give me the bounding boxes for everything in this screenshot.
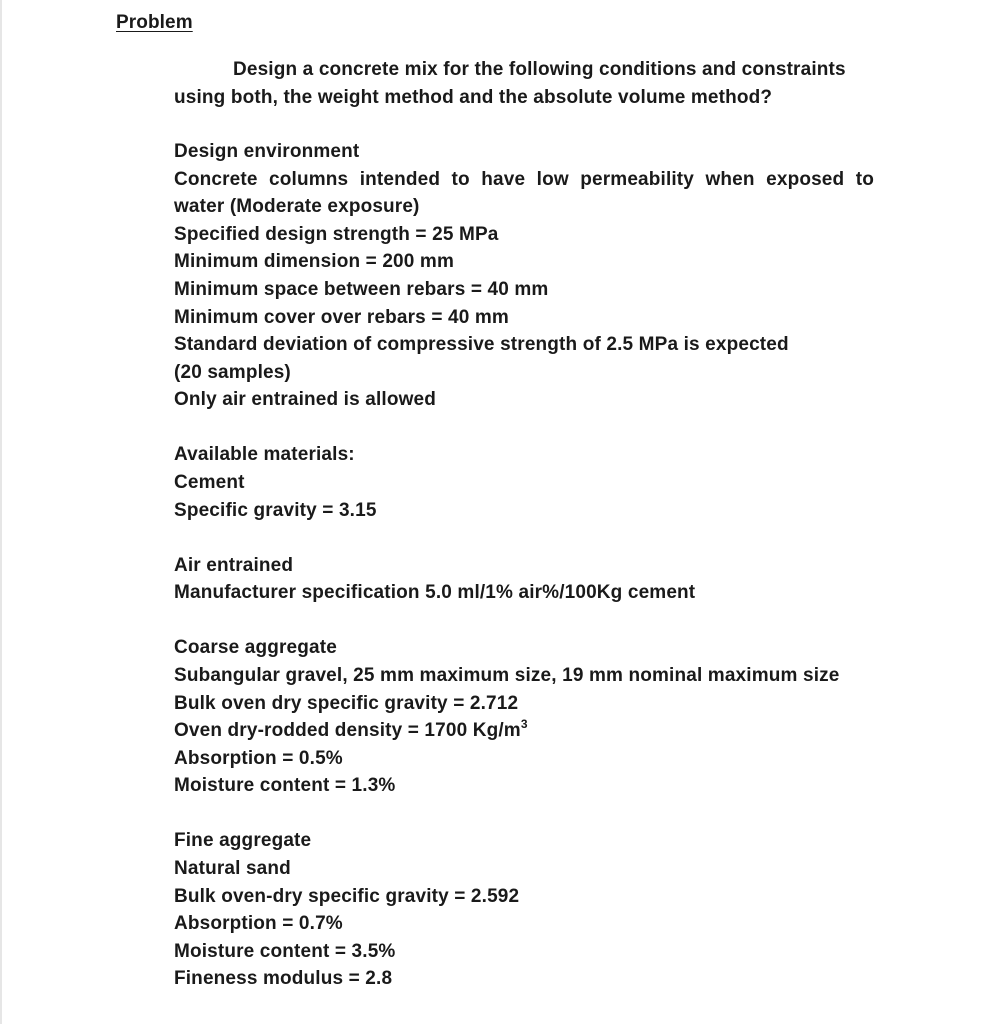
coarse-aggregate-section xyxy=(174,634,874,800)
problem-statement xyxy=(174,56,874,112)
fine-aggregate-type: Natural sand xyxy=(174,858,291,880)
coarse-rodded-density-text: Oven dry-rodded density = 1700 Kg/m xyxy=(174,720,521,742)
sample-count: (20 samples) xyxy=(174,361,291,383)
cement-specific-gravity: Specific gravity = 3.15 xyxy=(174,499,377,521)
fine-fineness-modulus: Fineness modulus = 2.8 xyxy=(174,968,393,990)
design-strength: Specified design strength = 25 MPa xyxy=(174,223,499,245)
air-entrained-spec: Manufacturer specification 5.0 ml/1% air%/100Kg cement xyxy=(174,582,696,604)
minimum-space-between-rebars: Minimum space between rebars = 40 mm xyxy=(174,278,549,300)
design-environment-title: Design environment xyxy=(174,141,360,162)
available-materials-title: Available materials: xyxy=(174,444,355,466)
coarse-bulk-specific-gravity: Bulk oven dry specific gravity = 2.712 xyxy=(174,692,519,714)
fine-absorption: Absorption = 0.7% xyxy=(174,913,343,935)
page-edge xyxy=(0,0,2,1024)
minimum-cover-over-rebars: Minimum cover over rebars = 40 mm xyxy=(174,306,509,328)
design-environment-section xyxy=(174,138,874,414)
design-environment-line-1b: water (Moderate exposure) xyxy=(174,196,420,218)
air-entrained-title: Air entrained xyxy=(174,554,294,576)
cubic-exponent: 3 xyxy=(520,717,528,732)
problem-heading: Problem xyxy=(116,12,193,33)
minimum-dimension: Minimum dimension = 200 mm xyxy=(174,251,454,273)
standard-deviation: Standard deviation of compressive strength of 2.5 MPa is expected xyxy=(174,334,789,356)
coarse-rodded-density xyxy=(174,717,874,745)
intro-text: Design a concrete mix for the following conditions and constraints using both, the weight method and the absolute volume method? xyxy=(174,59,846,108)
coarse-aggregate-type: Subangular gravel, 25 mm maximum size, 19 mm nominal maximum size xyxy=(174,665,840,686)
coarse-absorption: Absorption = 0.5% xyxy=(174,747,343,769)
problem-content xyxy=(174,138,874,1021)
fine-aggregate-title: Fine aggregate xyxy=(174,830,312,852)
coarse-moisture-content: Moisture content = 1.3% xyxy=(174,775,396,797)
design-environment-line-1a: Concrete columns intended to have low permeability when exposed to xyxy=(174,168,874,190)
fine-aggregate-section xyxy=(174,827,874,993)
coarse-aggregate-title: Coarse aggregate xyxy=(174,637,337,659)
air-entrained-section xyxy=(174,552,874,607)
cement-section xyxy=(174,441,874,524)
fine-bulk-specific-gravity: Bulk oven-dry specific gravity = 2.592 xyxy=(174,885,520,907)
fine-moisture-content: Moisture content = 3.5% xyxy=(174,940,396,962)
air-entrained-only: Only air entrained is allowed xyxy=(174,389,436,411)
cement-title: Cement xyxy=(174,472,245,494)
